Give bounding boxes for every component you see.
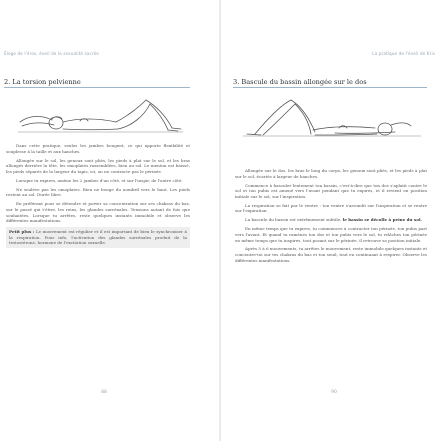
title-rule xyxy=(4,87,190,88)
paragraph: Ne soulève pas les omoplates. Rien ne bouge du nombril vers le haut. Les pieds restent au sol. Durée libre. xyxy=(6,186,190,198)
running-head: La pratique de l'éveil de Kris xyxy=(372,51,435,56)
tip-text: Le mouvement est régulier et il est important de bien le synchroniser à la respiration. Pour info, l'activation des glandes surrénales produit de la testostérone, hormone de l'excitation sexuelle. xyxy=(9,229,187,246)
pelvic-twist-illustration xyxy=(8,92,188,138)
title-rule xyxy=(233,87,427,88)
section-title-text: Bascule du bassin allongée sur le dos xyxy=(241,78,367,86)
paragraph: Commence à basculer lentement ton bassin, c'est-à-dire que ton dos s'aplatit contre le sol et ton pubis est amené vers l'avant pendant que tu expires, et il revient en position initiale sur le sol, sur l'inspiration. xyxy=(235,182,427,199)
section-title xyxy=(233,78,427,86)
left-page xyxy=(0,0,220,441)
right-page xyxy=(221,0,441,441)
pelvic-tilt-illustration xyxy=(235,92,427,142)
paragraph-emphasis xyxy=(235,217,427,223)
paragraph: En même temps que tu expires, tu commences à contracter ton périnée, ton pubis part vers l'avant. Et quand tu ramènes ton dos et ton pubis vers le sol, tu relâches ton périnée en même temps que tu inspires, tout posant sur le périnée, il retrouve sa position initiale. xyxy=(235,226,427,243)
page-number: 90 xyxy=(331,390,337,395)
paragraph: La respiration se fait par le ventre : ton ventre s'arrondit sur l'inspiration et se rentre sur l'expiration. xyxy=(235,202,427,214)
paragraph: En préférant pour se détendre et porter sa concentration sur ses chakras du bas, sur le passé qui t'étire, les reins, les glandes surrénales. Tensions autant de fois que souhaitées. Lorsque tu arrêtes, reste quelques instants immobile et observe les différentes manifestations. xyxy=(6,201,190,224)
paragraph-emphasis-bold: le bassin se décolle à peine du sol. xyxy=(342,217,422,223)
section-title xyxy=(4,78,190,86)
paragraph: Après 5 à 6 mouvements, tu arrêtes le mouvement, reste immobile quelques instants et concentre-toi sur tes chakras du bas et ton seuil, tout en continuant à respirer. Observe les différentes manifestations. xyxy=(235,246,427,263)
right-body-text xyxy=(235,168,427,267)
paragraph-emphasis-pre: La bascule du bassin est extrêmement subtile, xyxy=(245,217,343,223)
section-number: 2. xyxy=(4,78,11,86)
section-number: 3. xyxy=(233,78,240,86)
paragraph: Allongée sur le dos, les bras le long du corps, les genoux sont pliés, et les pieds à plat sur le sol, écartés à largeur de hanches. xyxy=(235,168,427,179)
paragraph: Dans cette pratique, seules les jambes bougent, ce qui apporte flexibilité et souplesse à la taille et aux hanches. xyxy=(6,143,190,154)
page-number: 88 xyxy=(101,390,107,395)
section-title-text: La torsion pelvienne xyxy=(12,78,81,86)
tip-label: Petit plus : xyxy=(9,229,35,235)
tip-box xyxy=(6,227,190,248)
running-head: Éloge de l'éros, éveil de la sexualité sacrée xyxy=(4,51,99,56)
paragraph: Lorsque tu expires, amène les 2 jambes d'un côté, et sur l'inspir, de l'autre côté. xyxy=(16,177,183,183)
left-body-text xyxy=(6,143,190,251)
paragraph: Allongée sur le sol, les genoux sont pliés, les pieds à plat sur le sol, et les bras allongés derrière la tête, les omoplates rassemblées, bien au sol. Le menton est baissé, les pieds séparés de la largeur du tapis, ici, on ne contracte pas le périnée. xyxy=(6,157,190,174)
